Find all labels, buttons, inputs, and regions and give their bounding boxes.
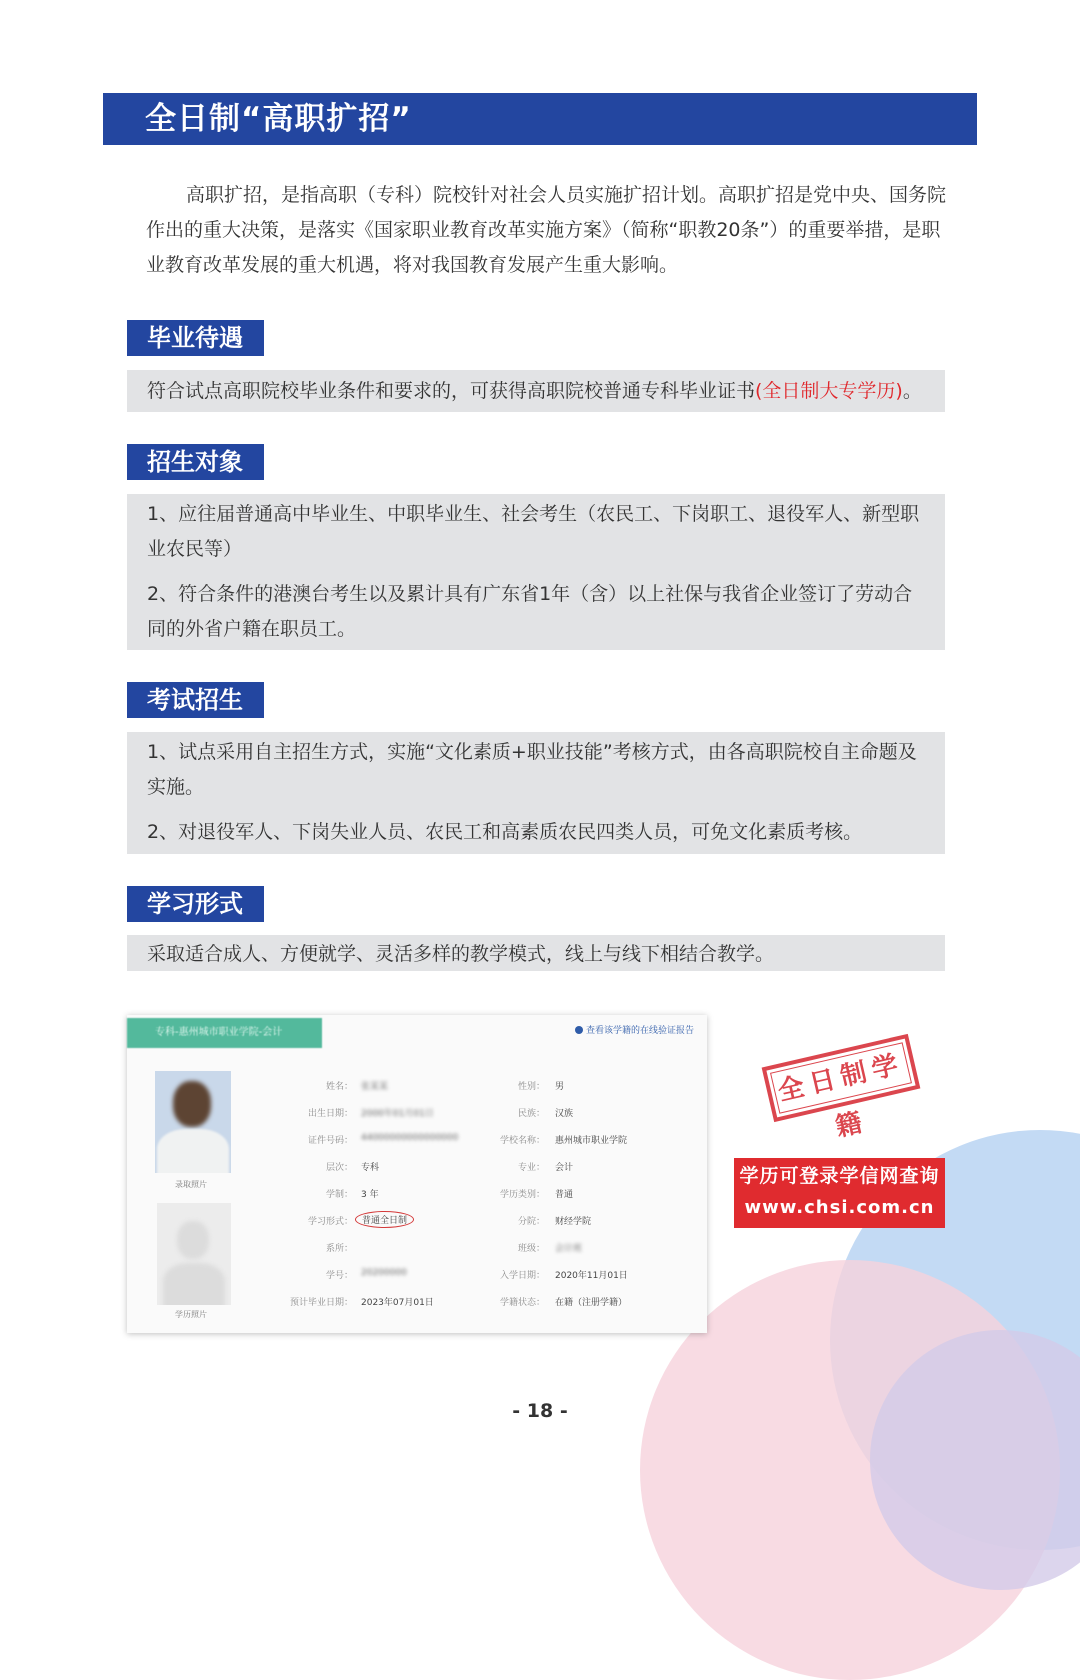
field-label: 出生日期： [307,1109,353,1119]
graduation-text: 符合试点高职院校毕业条件和要求的，可获得高职院校普通专科毕业证书 [147,380,756,402]
field-value-student-id: 20200000 [361,1268,407,1278]
verify-report-link[interactable] [575,1023,694,1036]
field-label: 入学日期： [499,1271,545,1281]
field-label: 姓名： [325,1082,353,1092]
field-value-name: 张某某 [361,1082,389,1092]
field-label: 学校名称： [499,1136,545,1146]
field-label: 性别： [517,1082,545,1092]
field-label: 民族： [517,1109,545,1119]
field-label: 层次： [325,1163,353,1173]
query-url: www.chsi.com.cn [744,1197,935,1218]
fulltime-stamp: 全日制学籍 [762,1034,921,1122]
target-item-2: 2、符合条件的港澳台考生以及累计具有广东省1年（含）以上社保与我省企业签订了劳动合同的外省户籍在职员工。 [147,583,913,640]
target-box [127,494,945,650]
exam-item-1: 1、试点采用自主招生方式，实施“文化素质+职业技能”考核方式，由各高职院校自主命题及实施。 [147,741,917,798]
graduation-box [127,370,945,412]
section-tag-target: 招生对象 [127,444,264,480]
diploma-photo-caption: 学历照片 [175,1310,207,1319]
study-box [127,935,945,971]
field-value-branch: 财经学院 [555,1217,592,1227]
shield-icon [575,1026,583,1034]
field-value-duration: 3 年 [361,1190,379,1200]
admission-photo-caption: 录取照片 [175,1180,207,1189]
field-value-school: 惠州城市职业学院 [555,1136,628,1146]
field-label: 分院： [517,1217,545,1227]
field-label: 专业： [517,1163,545,1173]
field-label: 系所： [325,1244,353,1254]
field-value-id-number: 44000000000000000 [361,1133,459,1143]
graduation-highlight: (全日制大专学历) [755,380,903,402]
page-number: - 18 - [512,1400,568,1422]
field-label: 班级： [517,1244,545,1254]
field-value-birthdate: 2000年01月01日 [361,1109,434,1119]
exam-box [127,732,945,854]
study-text: 采取适合成人、方便就学、灵活多样的教学模式，线上与线下相结合教学。 [147,943,775,965]
field-label: 预计毕业日期： [289,1298,353,1308]
field-value-study-mode: 普通全日制 [355,1211,414,1228]
field-label: 学号： [325,1271,353,1281]
field-label: 学制： [325,1190,353,1200]
section-tag-study: 学习形式 [127,886,264,922]
admission-photo [155,1071,231,1173]
field-label: 学籍状态： [499,1298,545,1308]
chsi-query-box [734,1158,945,1228]
field-value-graduation-date: 2023年07月01日 [361,1298,434,1308]
exam-item-2: 2、对退役军人、下岗失业人员、农民工和高素质农民四类人员，可免文化素质考核。 [147,821,863,843]
page-title: 全日制“高职扩招” [103,93,977,145]
field-value-ethnicity: 汉族 [555,1109,574,1119]
field-value-major: 会计 [555,1163,574,1173]
diploma-photo-placeholder [157,1203,231,1305]
student-record-screenshot [127,1015,707,1333]
field-value-category: 普通 [555,1190,574,1200]
field-label: 学历类别： [499,1190,545,1200]
query-text: 学历可登录学信网查询 [739,1165,940,1187]
field-value-level: 专科 [361,1163,380,1173]
field-value-enrollment-date: 2020年11月01日 [555,1271,628,1281]
field-label: 学习形式： [307,1217,353,1227]
section-tag-exam: 考试招生 [127,682,264,718]
graduation-end: 。 [902,380,922,402]
record-tab: 专科-惠州城市职业学院-会计 [127,1018,322,1048]
field-value-class: 会计班 [555,1244,583,1254]
intro-paragraph: 高职扩招，是指高职（专科）院校针对社会人员实施扩招计划。高职扩招是党中央、国务院作出的重大决策，是落实《国家职业教育改革实施方案》（简称“职教20条”）的重要举措，是职业教育改革发展的重大机遇，将对我国教育发展产生重大影响。 [146,184,947,276]
field-value-status: 在籍（注册学籍） [555,1298,628,1308]
section-tag-graduation: 毕业待遇 [127,320,264,356]
verify-report-label: 查看该学籍的在线验证报告 [586,1026,695,1036]
field-value-gender: 男 [555,1082,565,1092]
target-item-1: 1、应往届普通高中毕业生、中职毕业生、社会考生（农民工、下岗职工、退役军人、新型职业农民等） [147,503,920,560]
field-label: 证件号码： [307,1136,353,1146]
